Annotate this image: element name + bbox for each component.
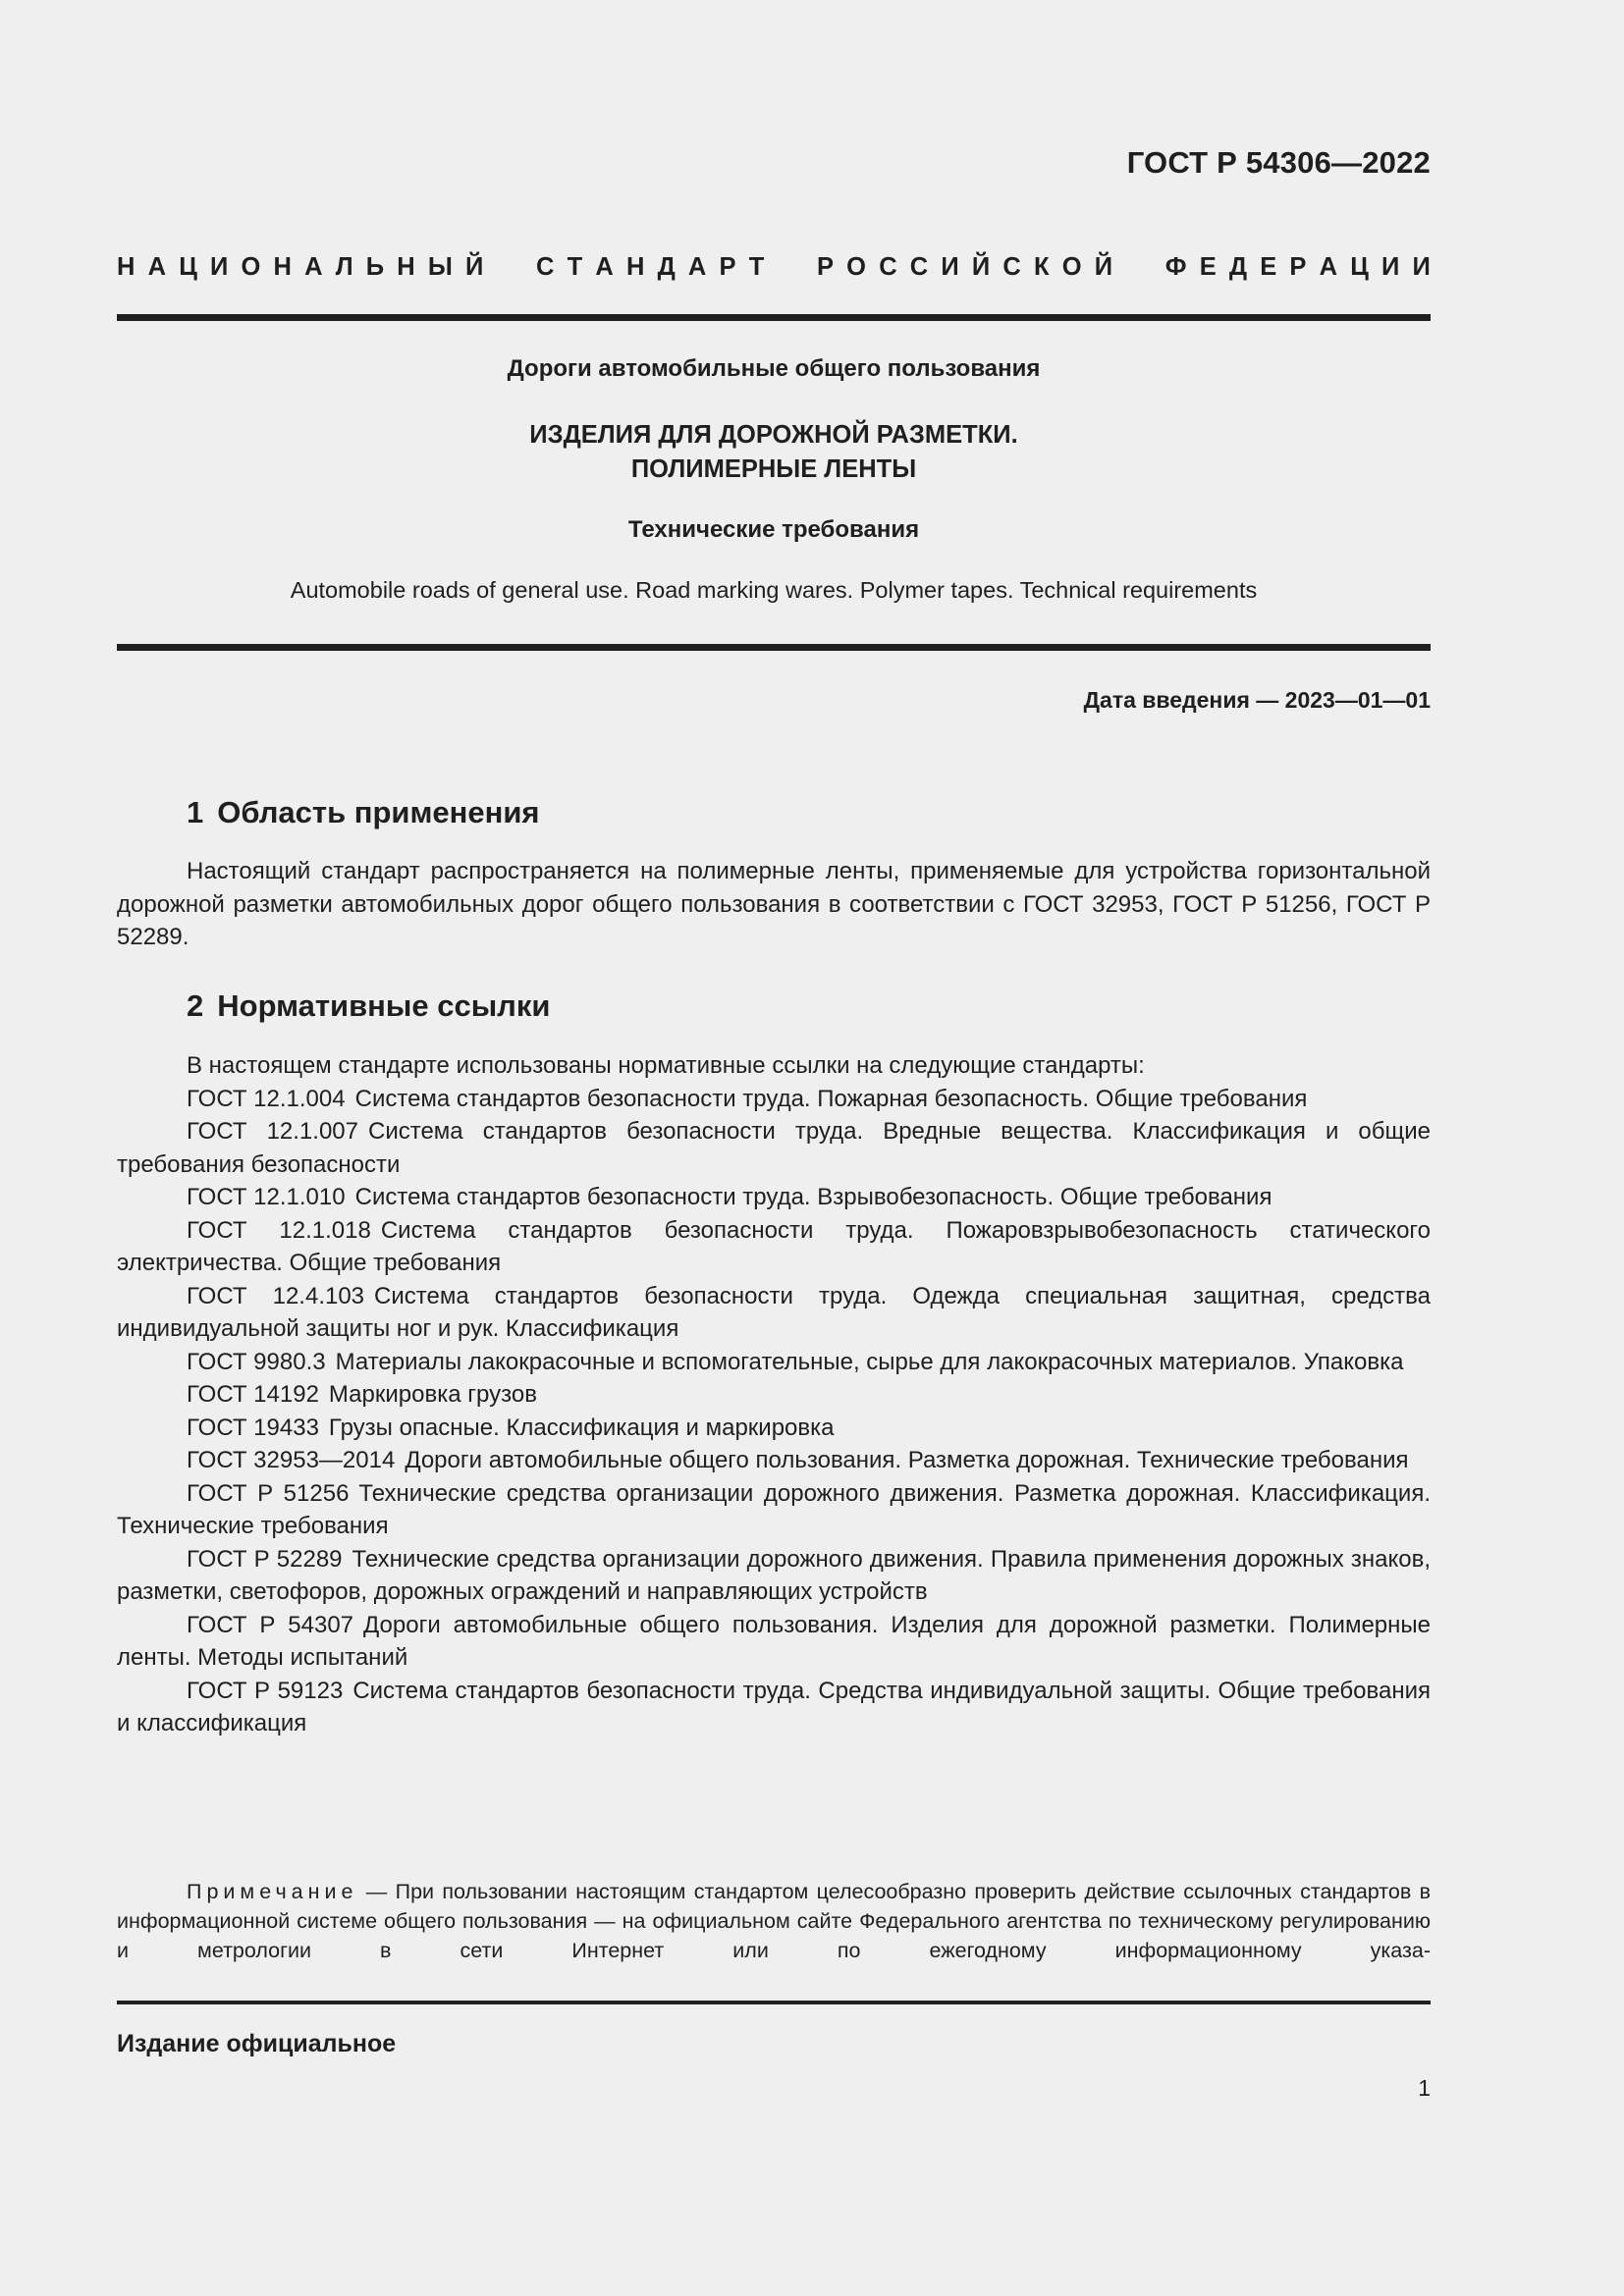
reference-item	[117, 1346, 1431, 1379]
official-edition-label: Издание официальное	[117, 2030, 397, 2057]
reference-item	[117, 1609, 1431, 1675]
reference-code: ГОСТ 12.1.010	[187, 1184, 346, 1210]
reference-code: ГОСТ Р 54307	[187, 1611, 354, 1638]
normative-references	[117, 1049, 1431, 1740]
title-main-line2: ПОЛИМЕРНЫЕ ЛЕНТЫ	[630, 455, 917, 483]
reference-code: ГОСТ 12.4.103	[187, 1282, 365, 1309]
reference-code: ГОСТ 9980.3	[187, 1348, 326, 1375]
reference-title: Дороги автомобильные общего пользования. Изделия для дорожной разметки. Полимерные ленты. Методы испытаний	[117, 1611, 1431, 1671]
title-kind: Технические требования	[627, 516, 920, 543]
reference-list	[117, 1083, 1431, 1740]
reference-item	[117, 1675, 1431, 1740]
reference-title: Технические средства организации дорожного движения. Разметка дорожная. Классификация. Технические требования	[117, 1479, 1431, 1539]
note-label: Примечание	[187, 1880, 358, 1903]
reference-code: ГОСТ Р 51256	[187, 1479, 350, 1507]
reference-item	[117, 1214, 1431, 1280]
section1-text-content: Настоящий стандарт распространяется на полимерные ленты, применяемые для устройства горизонтальной дорожной разметки автомобильных дорог общего пользования в соответствии с ГОСТ 32953, ГОСТ Р 51256, ГОСТ Р 52289.	[117, 858, 1431, 950]
section2-number: 2	[187, 988, 204, 1023]
title-main	[117, 418, 1431, 487]
reference-title: Система стандартов безопасности труда. Взрывобезопасность. Общие требования	[354, 1184, 1272, 1210]
reference-title: Технические средства организации дорожного движения. Правила применения дорожных знаков, разметки, светофоров, дорожных ограждений и направляющих устройств	[117, 1545, 1431, 1605]
reference-item	[117, 1543, 1431, 1609]
reference-item	[117, 1115, 1431, 1181]
section2-heading	[187, 988, 550, 1024]
reference-title: Система стандартов безопасности труда. Вредные вещества. Классификация и общие требования безопасности	[117, 1118, 1432, 1178]
reference-title: Система стандартов безопасности труда. Средства индивидуальной защиты. Общие требования и классификация	[117, 1677, 1431, 1736]
reference-title: Грузы опасные. Классификация и маркировка	[328, 1414, 835, 1441]
page-number: 1	[1418, 2075, 1431, 2101]
reference-item	[117, 1477, 1431, 1543]
header-divider	[117, 314, 1431, 321]
reference-item	[117, 1412, 1431, 1445]
references-intro	[117, 1049, 1431, 1083]
references-intro-text: В настоящем стандарте использованы нормативные ссылки на следующие стандарты:	[187, 1052, 1145, 1079]
reference-title: Материалы лакокрасочные и вспомогательные, сырье для лакокрасочных материалов. Упаковка	[335, 1348, 1404, 1375]
footer-divider	[117, 2001, 1431, 2004]
reference-code: ГОСТ Р 52289	[187, 1545, 343, 1573]
title-english: Automobile roads of general use. Road marking wares. Polymer tapes. Technical requirements	[290, 577, 1258, 603]
title-main-line1: ИЗДЕЛИЯ ДЛЯ ДОРОЖНОЙ РАЗМЕТКИ.	[529, 421, 1018, 449]
reference-title: Система стандартов безопасности труда. Одежда специальная защитная, средства индивидуальной защиты ног и рук. Классификация	[117, 1282, 1431, 1342]
reference-title: Дороги автомобильные общего пользования. Разметка дорожная. Технические требования	[405, 1447, 1409, 1473]
reference-code: ГОСТ 32953—2014	[187, 1447, 396, 1473]
section2-title: Нормативные ссылки	[217, 988, 551, 1023]
reference-title: Система стандартов безопасности труда. Пожаровзрывобезопасность статического электричества. Общие требования	[117, 1216, 1431, 1276]
reference-code: ГОСТ 19433	[187, 1414, 319, 1441]
reference-item	[117, 1083, 1431, 1116]
note-paragraph	[117, 1877, 1431, 1965]
note-text: — При пользовании настоящим стандартом целесообразно проверить действие ссылочных стандартов в информационной системе общего пользования — на официальном сайте Федерального агентства по техническому регулированию и метрологии в сети Интернет или по ежегодному информационному указа-	[117, 1880, 1431, 1962]
reference-code: ГОСТ 12.1.018	[187, 1216, 371, 1244]
reference-code: ГОСТ 14192	[187, 1381, 319, 1408]
reference-code: ГОСТ 12.1.007	[187, 1118, 358, 1145]
reference-title: Система стандартов безопасности труда. Пожарная безопасность. Общие требования	[354, 1085, 1308, 1112]
reference-title: Маркировка грузов	[328, 1381, 537, 1408]
section1-heading	[187, 795, 540, 830]
document-number: ГОСТ Р 54306—2022	[1126, 145, 1431, 180]
reference-code: ГОСТ Р 59123	[187, 1677, 344, 1704]
reference-code: ГОСТ 12.1.004	[187, 1085, 346, 1112]
reference-item	[117, 1378, 1431, 1412]
reference-item	[117, 1181, 1431, 1214]
national-standard-banner: Н А Ц И О Н А Л Ь Н Ы Й С Т А Н Д А Р Т Р О С С И Й С К О Й Ф Е Д Е Р А Ц И И	[117, 253, 1431, 281]
reference-item	[117, 1444, 1431, 1477]
title-subject: Дороги автомобильные общего пользования	[507, 355, 1041, 382]
reference-item	[117, 1280, 1431, 1346]
section1-text	[117, 855, 1431, 954]
title-divider	[117, 644, 1431, 651]
introduction-date: Дата введения — 2023—01—01	[1083, 687, 1431, 713]
section1-title: Область применения	[217, 795, 540, 829]
section1-number: 1	[187, 795, 204, 829]
